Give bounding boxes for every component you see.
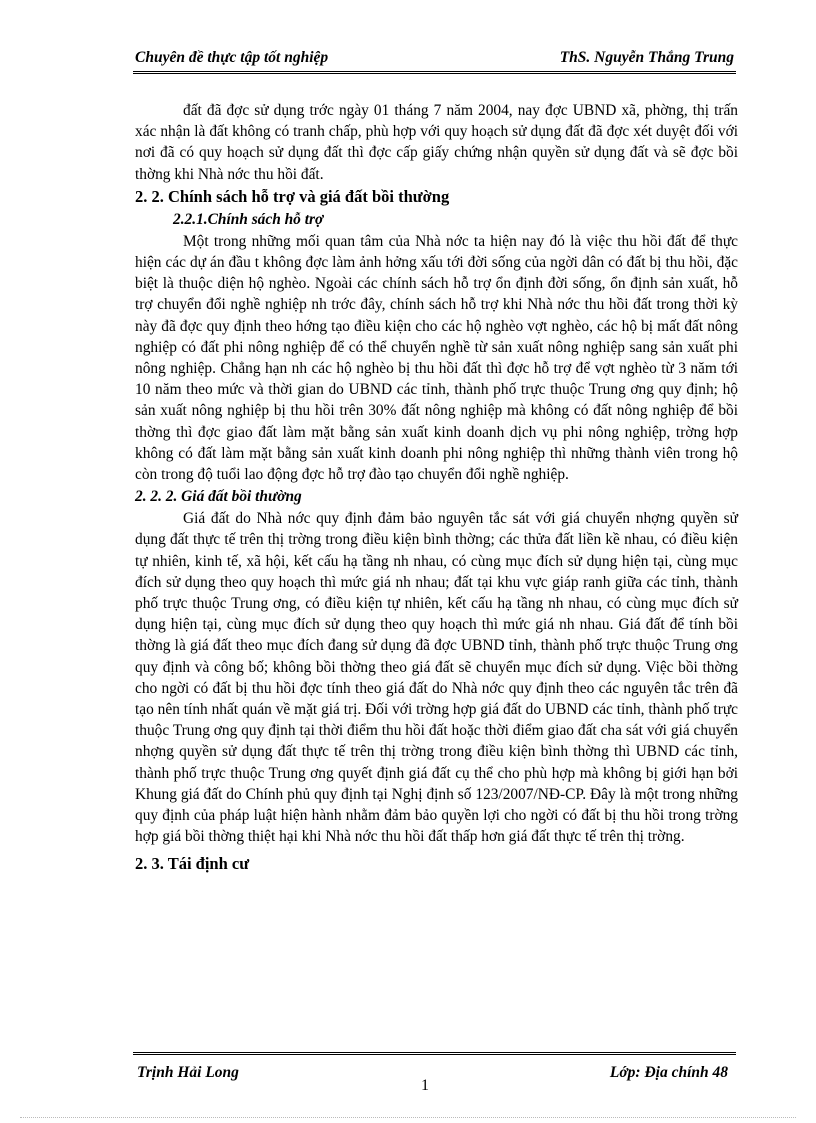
footer-student: Trịnh Hải Long bbox=[137, 1064, 239, 1081]
document-body bbox=[135, 100, 738, 875]
heading-2-2-2: 2. 2. 2. Giá đất bồi thường bbox=[135, 488, 302, 506]
paragraph-support: Một trong những mối quan tâm của Nhà nớc ta hiện nay đó là việc thu hồi đất để thực hiện các dự án đầu t không đợc làm ảnh hởng xấu tới đời sống của ngời dân có đất bị thu hồi, đặc biệt là thuộc diện hộ nghèo. Ngoài các chính sách hỗ trợ ổn định đời sống, ổn định sản xuất, hỗ trợ chuyển đổi nghề nghiệp nh trớc đây, chính sách hỗ trợ khi Nhà nớc thu hồi đất trong thời kỳ này đã đợc quy định theo hớng tạo điều kiện cho các hộ nghèo vợt nghèo, các hộ bị mất đất nông nghiệp có đất phi nông nghiệp để có thể chuyển nghề từ sản xuất nông nghiệp sang sản xuất phi nông nghiệp. Chẳng hạn nh các hộ nghèo bị thu hồi đất thì đợc hỗ trợ để vợt nghèo từ 3 năm tới 10 năm theo mức và thời gian do UBND các tỉnh, thành phố trực thuộc Trung ơng quy định; hộ sản xuất nông nghiệp bị thu hồi trên 30% đất nông nghiệp mà không có đất nông nghiệp để bồi thờng thì đợc giao đất làm mặt bằng sản xuất kinh doanh dịch vụ phi nông nghiệp, trờng hợp không có đất làm mặt bằng sản xuất kinh doanh phi nông nghiệp thì những thành viên trong hộ còn trong độ tuổi lao động đợc hỗ trợ đào tạo chuyển đổi nghề nghiệp. bbox=[135, 232, 738, 484]
page-footer bbox=[133, 1052, 736, 1105]
footer-class: Lớp: Địa chính 48 bbox=[609, 1064, 728, 1081]
header-author: ThS. Nguyễn Thắng Trung bbox=[559, 49, 734, 66]
page-header bbox=[133, 47, 736, 74]
heading-2-3: 2. 3. Tái định cư bbox=[135, 853, 250, 873]
heading-2-2: 2. 2. Chính sách hỗ trợ và giá đất bồi thường bbox=[135, 186, 450, 206]
page-bottom-divider bbox=[20, 1117, 796, 1118]
paragraph-intro: đất đã đợc sử dụng trớc ngày 01 tháng 7 năm 2004, nay đợc UBND xã, phờng, thị trấn xác nhận là đất không có tranh chấp, phù hợp với quy hoạch sử dụng đất đã đợc xét duyệt đối với nơi đã có quy hoạch sử dụng đất thì đợc cấp giấy chứng nhận quyền sử dụng đất và sẽ đợc bồi thờng khi Nhà nớc thu hồi đất. bbox=[135, 102, 738, 183]
paragraph-price: Giá đất do Nhà nớc quy định đảm bảo nguyên tắc sát với giá chuyển nhợng quyền sử dụng đất thực tế trên thị trờng trong điều kiện bình thờng; các thửa đất liền kề nhau, có điều kiện tự nhiên, kinh tế, xã hội, kết cấu hạ tầng nh nhau, có cùng mục đích sử dụng hiện tại, cùng mục đích sử dụng theo quy hoạch thì mức giá nh nhau; đất tại khu vực giáp ranh giữa các tỉnh, thành phố trực thuộc Trung ơng, có điều kiện tự nhiên, kết cấu hạ tầng nh nhau, có cùng mục đích sử dụng hiện tại, cùng mục đích sử dụng theo quy hoạch thì mức giá nh nhau. Giá đất để tính bồi thờng là giá đất theo mục đích đang sử dụng đã đợc UBND tỉnh, thành phố trực thuộc Trung ơng quy định và công bố; không bồi thờng theo giá đất sẽ chuyển mục đích sử dụng. Việc bồi thờng cho ngời có đất bị thu hồi đợc tính theo giá đất do Nhà nớc quy định theo các nguyên tắc trên đã tạo nên tính nhất quán về mặt giá trị. Đối với trờng hợp giá đất do UBND các tỉnh, thành phố trực thuộc Trung ơng quy định tại thời điểm thu hồi đất hoặc thời điểm giao đất cha sát với giá chuyển nhợng quyền sử dụng đất thực tế trên thị trờng trong điều kiện bình thờng thì UBND các tỉnh, thành phố trực thuộc Trung ơng quyết định giá đất cụ thể cho phù hợp mà không bị giới hạn bởi Khung giá đất do Chính phủ quy định tại Nghị định số 123/2007/NĐ-CP. Đây là một trong những quy định của pháp luật hiện hành nhằm đảm bảo quyền lợi cho ngời có đất bị thu hồi trong trờng hợp giá bồi thờng thiệt hại khi Nhà nớc thu hồi đất thấp hơn giá đất thực tế trên thị trờng. bbox=[135, 510, 738, 846]
header-title: Chuyên đề thực tập tốt nghiệp bbox=[135, 49, 329, 66]
page-number: 1 bbox=[421, 1077, 429, 1094]
heading-2-2-1: 2.2.1.Chính sách hỗ trợ bbox=[173, 210, 324, 228]
